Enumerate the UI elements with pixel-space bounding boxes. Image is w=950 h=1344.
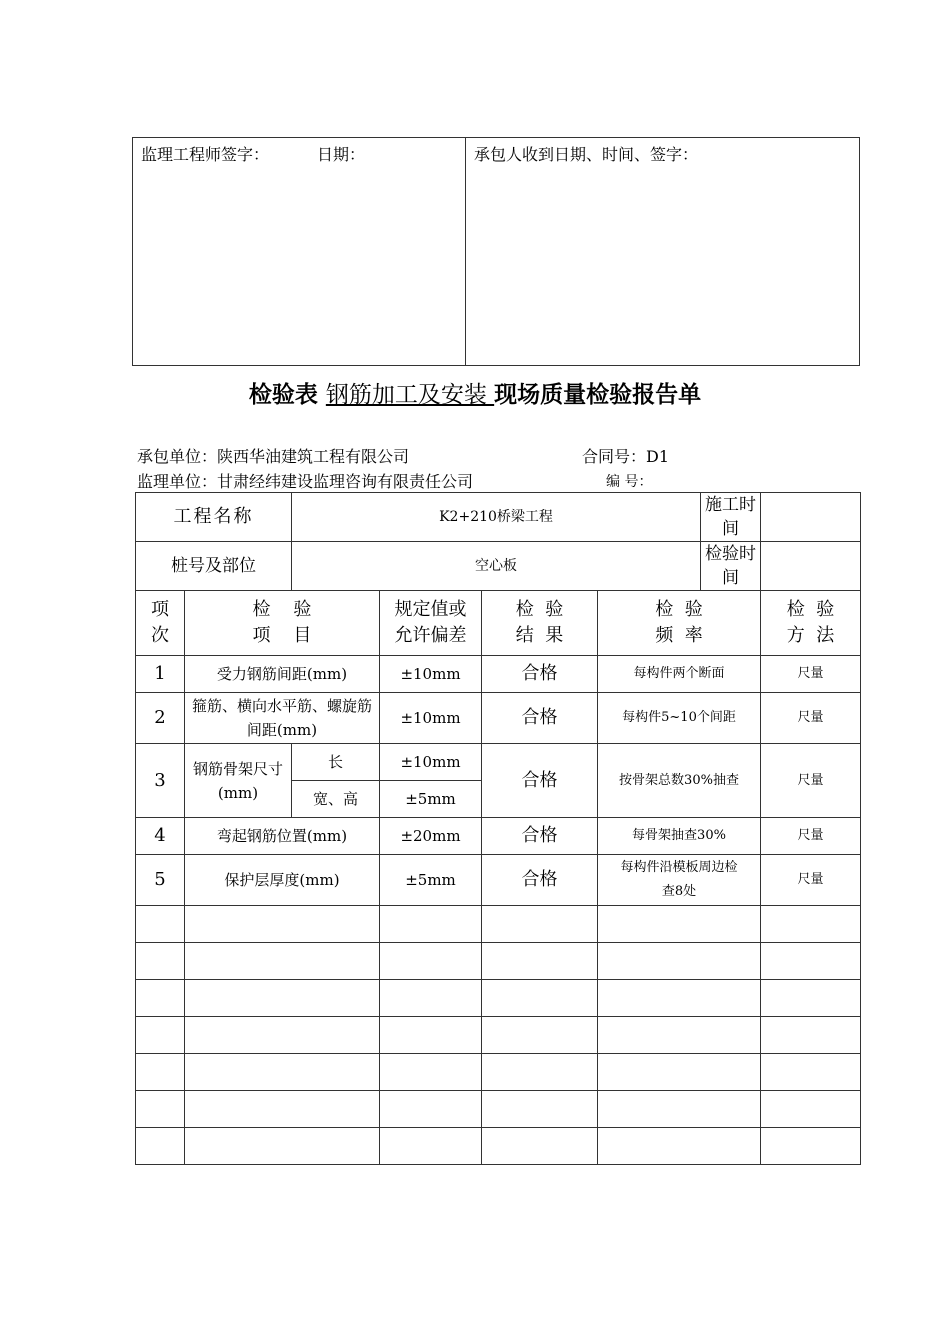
row-frequency: 每构件沿模板周边检查8处 xyxy=(598,855,761,906)
row-tolerance: ±10mm xyxy=(380,656,482,693)
project-name-value: K2+210桥梁工程 xyxy=(292,493,701,542)
header-method: 检 验 方 法 xyxy=(761,591,861,656)
empty-row xyxy=(136,1091,861,1128)
row-tolerance: ±10mm xyxy=(380,744,482,781)
row-item: 箍筋、横向水平筋、螺旋筋间距(mm) xyxy=(185,693,380,744)
header-tolerance: 规定值或 允许偏差 xyxy=(380,591,482,656)
row-frequency: 按骨架总数30%抽查 xyxy=(598,744,761,818)
table-row xyxy=(136,818,861,855)
table-row xyxy=(136,656,861,693)
row-frequency: 每构件两个断面 xyxy=(598,656,761,693)
row-method: 尺量 xyxy=(761,855,861,906)
empty-row xyxy=(136,943,861,980)
row-subitem: 长 xyxy=(292,744,380,781)
row-no: 4 xyxy=(136,818,185,855)
station-value: 空心板 xyxy=(292,542,701,591)
header-row xyxy=(136,591,861,656)
empty-row xyxy=(136,1017,861,1054)
row-no: 1 xyxy=(136,656,185,693)
row-tolerance: ±5mm xyxy=(380,855,482,906)
contractor-signature-label: 承包人收到日期、时间、签字： xyxy=(474,145,699,164)
table-row xyxy=(136,693,861,744)
header-item-no: 项 次 xyxy=(136,591,185,656)
station-label: 桩号及部位 xyxy=(136,542,292,591)
empty-row xyxy=(136,1054,861,1091)
inspection-time-value xyxy=(761,542,861,591)
page-title xyxy=(0,376,950,409)
row-result: 合格 xyxy=(482,656,598,693)
row-item: 受力钢筋间距(mm) xyxy=(185,656,380,693)
table-row xyxy=(136,744,861,781)
contractor-unit: 承包单位：陕西华油建筑工程有限公司 xyxy=(137,447,410,466)
supervisor-unit: 监理单位：甘肃经纬建设监理咨询有限责任公司 xyxy=(137,472,474,491)
info-row xyxy=(136,542,861,591)
header-frequency: 检 验 频 率 xyxy=(598,591,761,656)
title-suffix: 现场质量检验报告单 xyxy=(494,381,702,408)
construction-time-value xyxy=(761,493,861,542)
row-method: 尺量 xyxy=(761,744,861,818)
empty-row xyxy=(136,906,861,943)
row-item: 钢筋骨架尺寸(mm) xyxy=(185,744,292,818)
row-method: 尺量 xyxy=(761,656,861,693)
row-frequency: 每骨架抽查30% xyxy=(598,818,761,855)
row-tolerance: ±20mm xyxy=(380,818,482,855)
row-result: 合格 xyxy=(482,818,598,855)
engineer-signature-label: 监理工程师签字： xyxy=(141,145,270,164)
date-label: 日期： xyxy=(317,145,366,164)
header-result: 检 验 结 果 xyxy=(482,591,598,656)
inspection-table xyxy=(135,492,861,1165)
row-frequency: 每构件5~10个间距 xyxy=(598,693,761,744)
row-tolerance: ±5mm xyxy=(380,781,482,818)
construction-time-label: 施工时间 xyxy=(701,493,761,542)
empty-row xyxy=(136,980,861,1017)
project-name-label: 工程名称 xyxy=(136,493,292,542)
row-no: 5 xyxy=(136,855,185,906)
row-subitem: 宽、高 xyxy=(292,781,380,818)
contract-number: 合同号：D1 xyxy=(582,447,670,466)
row-no: 2 xyxy=(136,693,185,744)
row-result: 合格 xyxy=(482,693,598,744)
row-method: 尺量 xyxy=(761,818,861,855)
title-prefix: 检验表 xyxy=(248,381,326,408)
contractor-signature-cell xyxy=(466,138,860,366)
header-item: 检 验 项 目 xyxy=(185,591,380,656)
signature-box xyxy=(132,137,860,366)
serial-number: 编 号： xyxy=(606,474,653,490)
info-row xyxy=(136,493,861,542)
title-underlined: 钢筋加工及安装 xyxy=(325,382,495,408)
row-method: 尺量 xyxy=(761,693,861,744)
row-item: 弯起钢筋位置(mm) xyxy=(185,818,380,855)
empty-row xyxy=(136,1128,861,1165)
inspection-time-label: 检验时间 xyxy=(701,542,761,591)
row-item: 保护层厚度(mm) xyxy=(185,855,380,906)
row-tolerance: ±10mm xyxy=(380,693,482,744)
row-result: 合格 xyxy=(482,744,598,818)
table-row xyxy=(136,855,861,906)
engineer-signature-cell xyxy=(133,138,466,366)
row-result: 合格 xyxy=(482,855,598,906)
row-no: 3 xyxy=(136,744,185,818)
